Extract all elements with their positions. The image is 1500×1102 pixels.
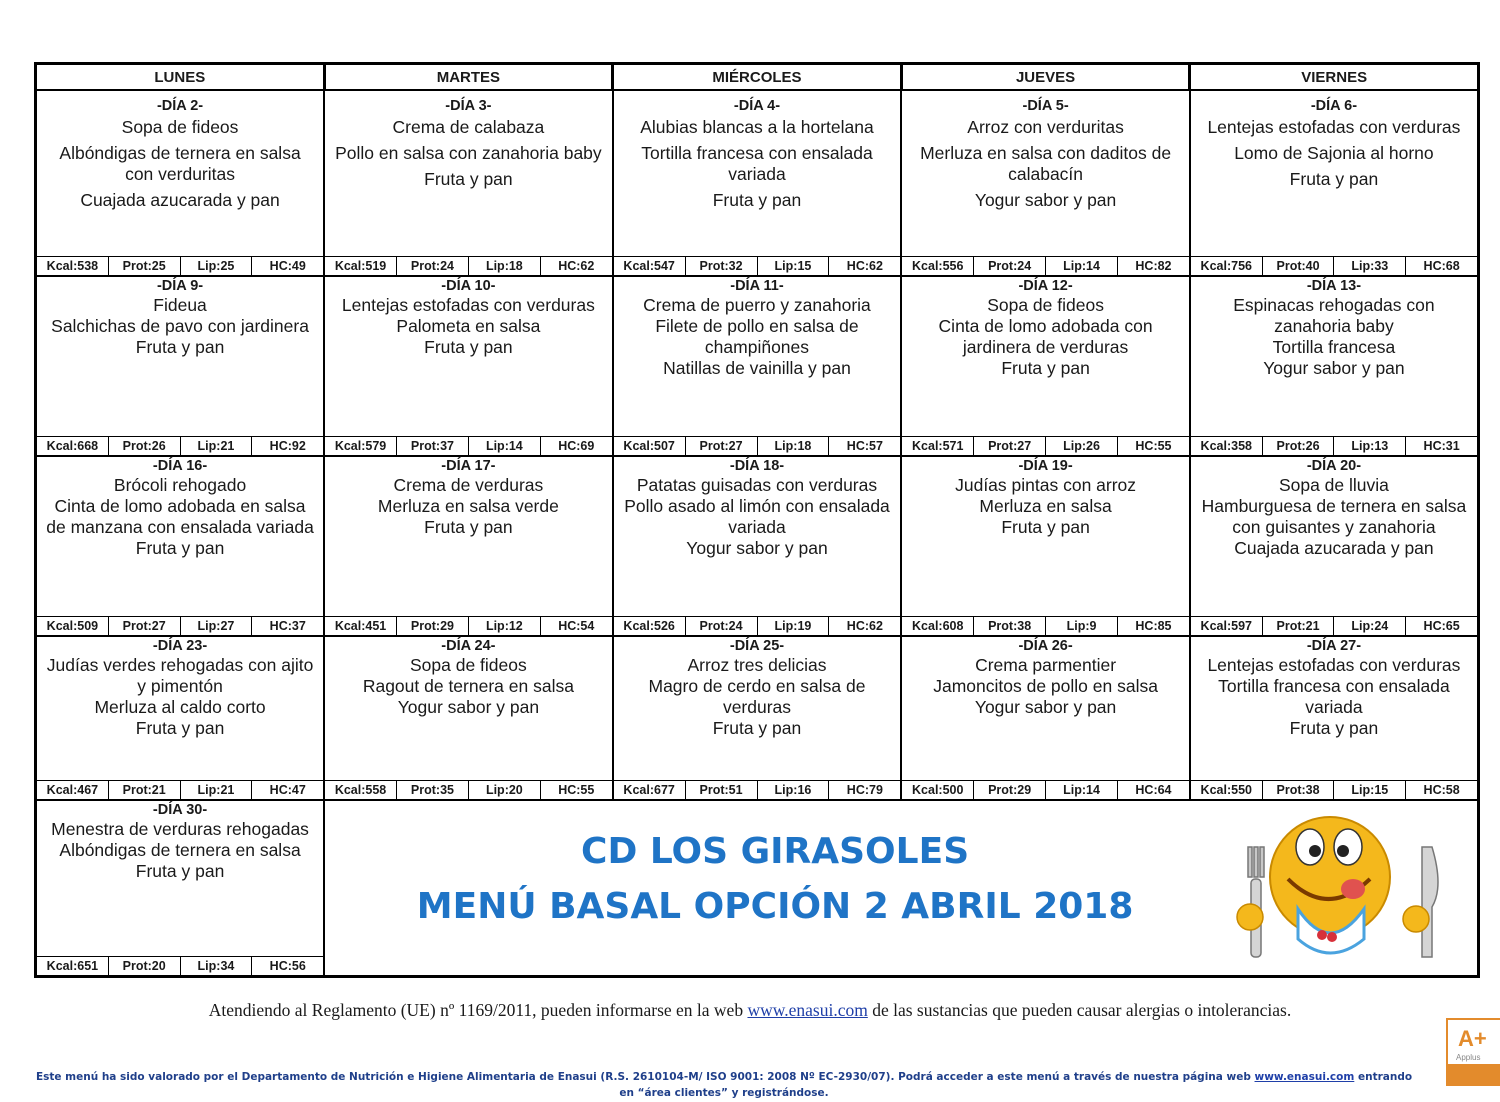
dish: Judías pintas con arroz — [955, 475, 1137, 496]
week-row-3 — [36, 456, 1479, 636]
applus-logo-icon — [1448, 1020, 1500, 1084]
lipid-value: Lip:27 — [181, 617, 253, 635]
lipid-value: Lip:15 — [1334, 781, 1406, 799]
nutrition-row — [325, 616, 612, 635]
carbs-value: HC:37 — [269, 619, 306, 634]
dish: Judías verdes rehogadas con ajito y pimentón — [46, 655, 314, 697]
kcal-value: Kcal:538 — [37, 257, 109, 275]
protein-value: Prot:27 — [686, 437, 758, 455]
dish: Fruta y pan — [712, 718, 802, 739]
protein-value: Prot:26 — [109, 437, 181, 455]
day-label: -DÍA 2- — [156, 98, 204, 114]
nutrition-row — [37, 256, 323, 275]
day-cell — [613, 636, 902, 800]
dish: Cinta de lomo adobada en salsa de manzana con ensalada variada — [46, 496, 314, 538]
kcal-value: Kcal:579 — [325, 437, 397, 455]
nutrition-row — [325, 780, 612, 799]
dish: Fideua — [153, 295, 207, 316]
dish: Yogur sabor y pan — [974, 697, 1117, 718]
day-cell — [901, 90, 1190, 276]
lipid-value: Lip:25 — [181, 257, 253, 275]
dish: Filete de pollo en salsa de champiñones — [655, 316, 859, 358]
carbs-value: HC:64 — [1135, 783, 1172, 798]
dish: Fruta y pan — [424, 169, 513, 189]
lipid-value: Lip:15 — [758, 257, 830, 275]
dish: Magro de cerdo en salsa de verduras — [648, 676, 866, 718]
carbs-value: HC:31 — [1423, 439, 1460, 454]
day-label: -DÍA 16- — [152, 458, 208, 475]
day-cell — [901, 456, 1190, 636]
carbs-value: HC:54 — [558, 619, 595, 634]
carbs-value: HC:62 — [846, 259, 883, 274]
dish: Tortilla francesa — [1272, 337, 1396, 358]
dish: Merluza al caldo corto — [94, 697, 266, 718]
lipid-value: Lip:18 — [758, 437, 830, 455]
dish: Lentejas estofadas con verduras — [1207, 655, 1461, 676]
nutrition-row — [902, 616, 1189, 635]
kcal-value: Kcal:509 — [37, 617, 109, 635]
protein-value: Prot:38 — [974, 617, 1046, 635]
protein-value: Prot:38 — [1263, 781, 1335, 799]
allergen-notice-text-end: de las sustancias que pueden causar alergias o intolerancias. — [867, 1000, 1292, 1020]
lipid-value: Lip:24 — [1334, 617, 1406, 635]
carbs-value: HC:68 — [1423, 259, 1460, 274]
dish: Espinacas rehogadas con zanahoria baby — [1233, 295, 1435, 337]
carbs-value: HC:79 — [846, 783, 883, 798]
kcal-value: Kcal:756 — [1191, 257, 1263, 275]
kcal-value: Kcal:500 — [902, 781, 974, 799]
lipid-value: Lip:16 — [758, 781, 830, 799]
day-cell — [613, 276, 902, 456]
carbs-value: HC:49 — [269, 259, 306, 274]
nutrition-row — [614, 256, 901, 275]
nutrition-row — [325, 436, 612, 455]
protein-value: Prot:51 — [686, 781, 758, 799]
day-cell — [901, 276, 1190, 456]
dish: Fruta y pan — [135, 718, 225, 739]
certification-badge — [1446, 1018, 1500, 1086]
protein-value: Prot:20 — [109, 957, 181, 975]
lipid-value: Lip:18 — [469, 257, 541, 275]
day-label: -DÍA 17- — [441, 458, 496, 475]
dish: Yogur sabor y pan — [686, 538, 828, 559]
protein-value: Prot:29 — [974, 781, 1046, 799]
day-label: -DÍA 25- — [729, 638, 785, 655]
nutrition-row — [37, 616, 323, 635]
dish: Yogur sabor y pan — [397, 697, 540, 718]
nutrition-row — [614, 616, 901, 635]
day-cell — [324, 456, 613, 636]
kcal-value: Kcal:467 — [37, 781, 109, 799]
kcal-value: Kcal:571 — [902, 437, 974, 455]
protein-value: Prot:24 — [974, 257, 1046, 275]
day-cell — [1190, 456, 1479, 636]
badge-label: A+ — [1458, 1026, 1487, 1051]
day-label: -DÍA 3- — [445, 98, 492, 114]
lipid-value: Lip:21 — [181, 437, 253, 455]
dish: Cinta de lomo adobada con jardinera de verduras — [938, 316, 1153, 358]
carbs-value: HC:85 — [1135, 619, 1172, 634]
protein-value: Prot:26 — [1263, 437, 1335, 455]
dish: Merluza en salsa — [979, 496, 1112, 517]
dish: Albóndigas de ternera en salsa — [59, 840, 301, 861]
dish: Merluza en salsa con daditos de calabacín — [920, 143, 1172, 184]
lipid-value: Lip:14 — [1046, 257, 1118, 275]
day-label: -DÍA 12- — [1018, 278, 1073, 295]
protein-value: Prot:40 — [1263, 257, 1335, 275]
day-label: -DÍA 11- — [730, 278, 784, 295]
protein-value: Prot:27 — [109, 617, 181, 635]
protein-value: Prot:21 — [109, 781, 181, 799]
carbs-value: HC:58 — [1423, 783, 1460, 798]
dish: Jamoncitos de pollo en salsa — [933, 676, 1158, 697]
carbs-value: HC:69 — [558, 439, 595, 454]
dish: Yogur sabor y pan — [1263, 358, 1405, 379]
lipid-value: Lip:12 — [469, 617, 541, 635]
menu-table — [34, 62, 1480, 978]
week-row-1 — [36, 90, 1479, 276]
protein-value: Prot:29 — [397, 617, 469, 635]
day-label: -DÍA 30- — [152, 802, 208, 819]
dish: Fruta y pan — [135, 861, 225, 882]
dish: Ragout de ternera en salsa — [362, 676, 574, 697]
carbs-value: HC:62 — [846, 619, 883, 634]
day-label: -DÍA 4- — [733, 98, 781, 114]
nutrition-row — [614, 780, 901, 799]
day-label: -DÍA 26- — [1018, 638, 1073, 655]
dish: Fruta y pan — [424, 517, 513, 538]
dish: Lomo de Sajonia al horno — [1234, 143, 1434, 163]
footer-text: Este menú ha sido valorado por el Departamento de Nutrición e Higiene Alimentaria de Enasui (R.S. 2610104-M/ ISO 9001: 2008 Nº EC-2930/07). Podrá acceder a este menú a través de nuestra página web — [35, 1071, 1255, 1083]
dish: Alubias blancas a la hortelana — [640, 117, 874, 137]
weekday-header: MIÉRCOLES — [613, 64, 902, 91]
dish: Menestra de verduras rehogadas — [51, 819, 309, 840]
dish: Fruta y pan — [1001, 358, 1090, 379]
dish: Lentejas estofadas con verduras — [1207, 117, 1461, 137]
nutrition-row — [1191, 616, 1477, 635]
kcal-value: Kcal:556 — [902, 257, 974, 275]
carbs-value: HC:57 — [846, 439, 883, 454]
protein-value: Prot:32 — [686, 257, 758, 275]
center-name: CD LOS GIRASOLES — [581, 831, 970, 873]
dish: Fruta y pan — [712, 190, 802, 210]
dish: Albóndigas de ternera en salsa con verduritas — [59, 143, 301, 184]
protein-value: Prot:24 — [397, 257, 469, 275]
lipid-value: Lip:33 — [1334, 257, 1406, 275]
protein-value: Prot:27 — [974, 437, 1046, 455]
nutrition-row — [37, 436, 323, 455]
dish: Tortilla francesa con ensalada variada — [641, 143, 873, 184]
lipid-value: Lip:14 — [469, 437, 541, 455]
dish: Patatas guisadas con verduras — [636, 475, 878, 496]
lipid-value: Lip:13 — [1334, 437, 1406, 455]
weekday-header-row — [36, 64, 1479, 91]
nutrition-row — [614, 436, 901, 455]
dish: Fruta y pan — [1001, 517, 1090, 538]
dish: Brócoli rehogado — [113, 475, 247, 496]
menu-title: MENÚ BASAL OPCIÓN 2 ABRIL 2018 — [416, 886, 1134, 928]
dish: Crema de calabaza — [392, 117, 545, 137]
carbs-value: HC:65 — [1423, 619, 1460, 634]
dish: Cuajada azucarada y pan — [1234, 538, 1434, 559]
day-label: -DÍA 5- — [1022, 98, 1069, 114]
day-cell — [36, 636, 325, 800]
day-cell — [1190, 276, 1479, 456]
kcal-value: Kcal:526 — [614, 617, 686, 635]
day-cell-30 — [36, 800, 325, 976]
kcal-value: Kcal:519 — [325, 257, 397, 275]
allergen-notice — [0, 1000, 1500, 1021]
dish: Merluza en salsa verde — [377, 496, 559, 517]
day-cell — [36, 90, 325, 276]
day-cell — [901, 636, 1190, 800]
dish: Lentejas estofadas con verduras — [341, 295, 595, 316]
kcal-value: Kcal:358 — [1191, 437, 1263, 455]
weekday-header: LUNES — [36, 64, 325, 91]
badge-sub: Applus — [1456, 1053, 1481, 1062]
kcal-value: Kcal:507 — [614, 437, 686, 455]
dish: Fruta y pan — [135, 337, 225, 358]
kcal-value: Kcal:677 — [614, 781, 686, 799]
dish: Arroz tres delicias — [687, 655, 827, 676]
kcal-value: Kcal:651 — [37, 957, 109, 975]
carbs-value: HC:62 — [558, 259, 595, 274]
weekday-header: VIERNES — [1190, 64, 1479, 91]
dish: Sopa de fideos — [987, 295, 1104, 316]
day-cell — [36, 276, 325, 456]
dish: Fruta y pan — [424, 337, 513, 358]
nutrition-row — [325, 256, 612, 275]
day-cell — [324, 636, 613, 800]
day-label: -DÍA 10- — [441, 278, 496, 295]
protein-value: Prot:35 — [397, 781, 469, 799]
smiley-chef-icon — [1218, 807, 1448, 967]
day-label: -DÍA 27- — [1306, 638, 1362, 655]
day-label: -DÍA 9- — [156, 278, 204, 295]
day-label: -DÍA 23- — [152, 638, 208, 655]
dish: Sopa de fideos — [410, 655, 527, 676]
day-cell — [613, 456, 902, 636]
carbs-value: HC:92 — [269, 439, 306, 454]
day-label: -DÍA 19- — [1018, 458, 1073, 475]
kcal-value: Kcal:451 — [325, 617, 397, 635]
weekday-header: JUEVES — [901, 64, 1190, 91]
dish: Arroz con verduritas — [967, 117, 1124, 137]
dish: Natillas de vainilla y pan — [663, 358, 851, 379]
kcal-value: Kcal:550 — [1191, 781, 1263, 799]
day-cell — [324, 90, 613, 276]
dish: Palometa en salsa — [396, 316, 541, 337]
carbs-value: HC:82 — [1135, 259, 1172, 274]
protein-value: Prot:21 — [1263, 617, 1335, 635]
dish: Hamburguesa de ternera en salsa con guisantes y zanahoria — [1201, 496, 1467, 538]
dish: Crema de verduras — [393, 475, 544, 496]
kcal-value: Kcal:597 — [1191, 617, 1263, 635]
footer-text-end: entrando en “área clientes” y registrándose. — [619, 1071, 1413, 1099]
lipid-value: Lip:26 — [1046, 437, 1118, 455]
dish: Crema parmentier — [975, 655, 1117, 676]
footer-note — [34, 1069, 1414, 1101]
day-label: -DÍA 20- — [1306, 458, 1362, 475]
week-row-2 — [36, 276, 1479, 456]
day-cell — [36, 456, 325, 636]
dish: Sopa de fideos — [121, 117, 239, 137]
nutrition-row — [37, 780, 323, 799]
lipid-value: Lip:19 — [758, 617, 830, 635]
week-row-5 — [36, 800, 1479, 976]
title-cell — [324, 800, 1478, 976]
nutrition-row — [1191, 256, 1477, 275]
carbs-value: HC:55 — [1135, 439, 1172, 454]
protein-value: Prot:24 — [686, 617, 758, 635]
enasui-link[interactable]: www.enasui.com — [747, 1000, 868, 1020]
day-label: -DÍA 13- — [1306, 278, 1362, 295]
kcal-value: Kcal:558 — [325, 781, 397, 799]
dish: Crema de puerro y zanahoria — [643, 295, 871, 316]
dish: Tortilla francesa con ensalada variada — [1218, 676, 1450, 718]
lipid-value: Lip:20 — [469, 781, 541, 799]
nutrition-row — [902, 256, 1189, 275]
carbs-value: HC:56 — [269, 959, 306, 973]
protein-value: Prot:25 — [109, 257, 181, 275]
carbs-value: HC:47 — [269, 783, 306, 798]
nutrition-row — [1191, 436, 1477, 455]
lipid-value: Lip:14 — [1046, 781, 1118, 799]
dish: Pollo asado al limón con ensalada variada — [624, 496, 890, 538]
nutrition-row — [902, 780, 1189, 799]
day-label: -DÍA 24- — [441, 638, 496, 655]
dish: Yogur sabor y pan — [974, 190, 1117, 210]
week-row-4 — [36, 636, 1479, 800]
lipid-value: Lip:9 — [1046, 617, 1118, 635]
day-cell — [1190, 90, 1479, 276]
dish: Sopa de lluvia — [1278, 475, 1389, 496]
kcal-value: Kcal:547 — [614, 257, 686, 275]
allergen-notice-text: Atendiendo al Reglamento (UE) nº 1169/2011, pueden informarse en la web — [208, 1000, 748, 1020]
nutrition-row — [902, 436, 1189, 455]
protein-value: Prot:37 — [397, 437, 469, 455]
footer-enasui-link[interactable]: www.enasui.com — [1254, 1071, 1355, 1083]
day-label: -DÍA 6- — [1310, 98, 1358, 114]
day-cell — [324, 276, 613, 456]
day-cell — [1190, 636, 1479, 800]
lipid-value: Lip:34 — [181, 957, 253, 975]
lipid-value: Lip:21 — [181, 781, 253, 799]
nutrition-row — [1191, 780, 1477, 799]
day-cell — [613, 90, 902, 276]
dish: Salchichas de pavo con jardinera — [51, 316, 309, 337]
dish: Pollo en salsa con zanahoria baby — [335, 143, 602, 163]
day-label: -DÍA 18- — [729, 458, 785, 475]
dish: Fruta y pan — [1289, 169, 1379, 189]
kcal-value: Kcal:608 — [902, 617, 974, 635]
carbs-value: HC:55 — [558, 783, 595, 798]
weekday-header: MARTES — [324, 64, 613, 91]
dish: Fruta y pan — [1289, 718, 1379, 739]
dish: Cuajada azucarada y pan — [80, 190, 280, 210]
nutrition-row — [37, 956, 323, 975]
dish: Fruta y pan — [135, 538, 225, 559]
kcal-value: Kcal:668 — [37, 437, 109, 455]
